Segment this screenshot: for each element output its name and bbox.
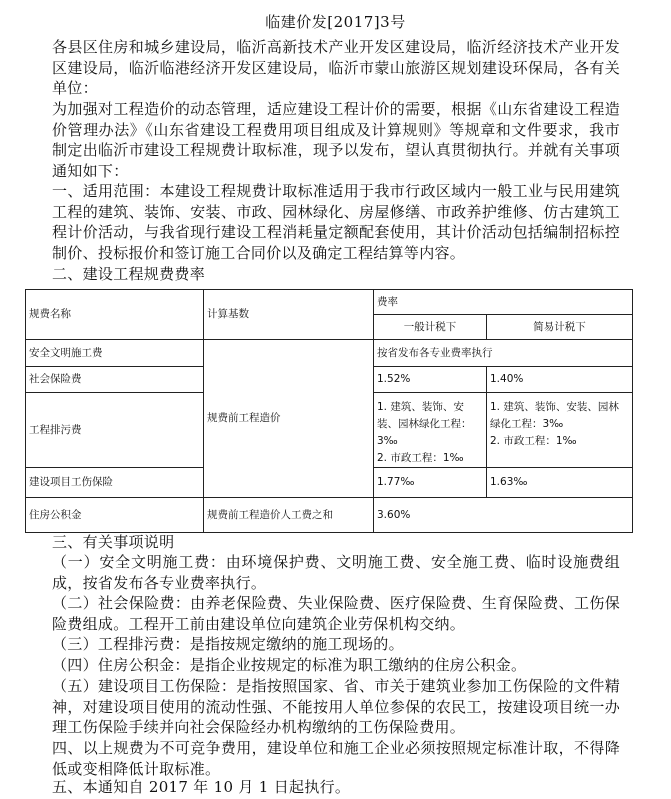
- row-pollution-general: [374, 393, 487, 468]
- row-social-general: 1.52%: [374, 367, 487, 393]
- pollution-general-line-1: 1. 建筑、装饰、安装、园林绿化工程：3‰: [377, 401, 472, 447]
- row-injury-general: 1.77‰: [374, 468, 487, 498]
- note-4-housing: （四）住房公积金：是指企业按规定的标准为职工缴纳的住房公积金。: [52, 656, 527, 674]
- section-2-heading: 二、建设工程规费费率: [52, 265, 206, 283]
- pollution-simple-line-2: 2. 市政工程：1‰: [490, 435, 577, 447]
- note-3-pollution: （三）工程排污费：是指按规定缴纳的施工现场的。: [52, 635, 404, 653]
- note-1-safety: （一）安全文明施工费：由环境保护费、文明施工费、安全施工费、临时设施费组成，按省发布各专业费率执行。: [52, 553, 620, 592]
- recipients-paragraph: 各县区住房和城乡建设局，临沂高新技术产业开发区建设局，临沂经济技术产业开发区建设局，临沂临港经济开发区建设局，临沂市蒙山旅游区规划建设环保局，各有关单位：: [52, 38, 620, 98]
- row-housing-basis: 规费前工程造价人工费之和: [204, 498, 374, 533]
- note-2-social: （二）社会保险费：由养老保险费、失业保险费、医疗保险费、生育保险费、工伤保险费组成。工程开工前由建设单位向建筑企业劳保机构交纳。: [52, 594, 620, 633]
- intro-paragraph: 为加强对工程造价的动态管理，适应建设工程计价的需要，根据《山东省建设工程造价管理办法》《山东省建设工程费用项目组成及计算规则》等规章和文件要求，我市制定出临沂市建设工程规费计取标准，现予以发布，望认真贯彻执行。并就有关事项通知如下：: [52, 100, 620, 180]
- row-safety-rate: 按省发布各专业费率执行: [374, 340, 633, 367]
- header-basis: 计算基数: [204, 290, 374, 340]
- pollution-general-line-2: 2. 市政工程：1‰: [377, 452, 464, 464]
- row-injury-name: 建设项目工伤保险: [26, 468, 204, 498]
- document-title: 临建价发[2017]3号: [265, 13, 406, 31]
- row-social-name: 社会保险费: [26, 367, 204, 393]
- note-5-injury: （五）建设项目工伤保险：是指按照国家、省、市关于建筑业参加工伤保险的文件精神，对建设项目使用的流动性强、不能按用人单位参保的农民工，按建设项目统一办理工伤保险手续并向社会保险经办机构缴纳的工伤保险费用。: [52, 677, 620, 737]
- section-3-heading: 三、有关事项说明: [52, 533, 175, 551]
- row-social-simple: 1.40%: [487, 367, 633, 393]
- row-housing-rate: 3.60%: [374, 498, 633, 533]
- section-5-effective-date: 五、本通知自 2017 年 10 月 1 日起执行。: [52, 778, 351, 796]
- fee-rate-table: [25, 289, 633, 533]
- row-pollution-simple: [487, 393, 633, 468]
- header-general-tax: 一般计税下: [374, 315, 487, 340]
- section-4-noncompetitive: 四、以上规费为不可竞争费用，建设单位和施工企业必须按照规定标准计取，不得降低或变相降低计取标准。: [52, 739, 620, 778]
- shared-basis-cell: 规费前工程造价: [204, 340, 374, 498]
- header-rate: 费率: [374, 290, 633, 315]
- pollution-simple-line-1: 1. 建筑、装饰、安装、园林绿化工程：3‰: [490, 401, 619, 430]
- row-injury-simple: 1.63‰: [487, 468, 633, 498]
- row-safety-name: 安全文明施工费: [26, 340, 204, 367]
- row-pollution-name: 工程排污费: [26, 393, 204, 468]
- row-housing-name: 住房公积金: [26, 498, 204, 533]
- section-1-scope: 一、适用范围：本建设工程规费计取标准适用于我市行政区域内一般工业与民用建筑工程的建筑、装饰、安装、市政、园林绿化、房屋修缮、市政养护维修、仿古建筑工程计价活动，与我省现行建设工程消耗量定额配套使用，其计价活动包括编制招标控制价、投标报价和签订施工合同价以及确定工程结算等内容。: [52, 182, 620, 262]
- header-fee-name: 规费名称: [26, 290, 204, 340]
- header-simple-tax: 简易计税下: [487, 315, 633, 340]
